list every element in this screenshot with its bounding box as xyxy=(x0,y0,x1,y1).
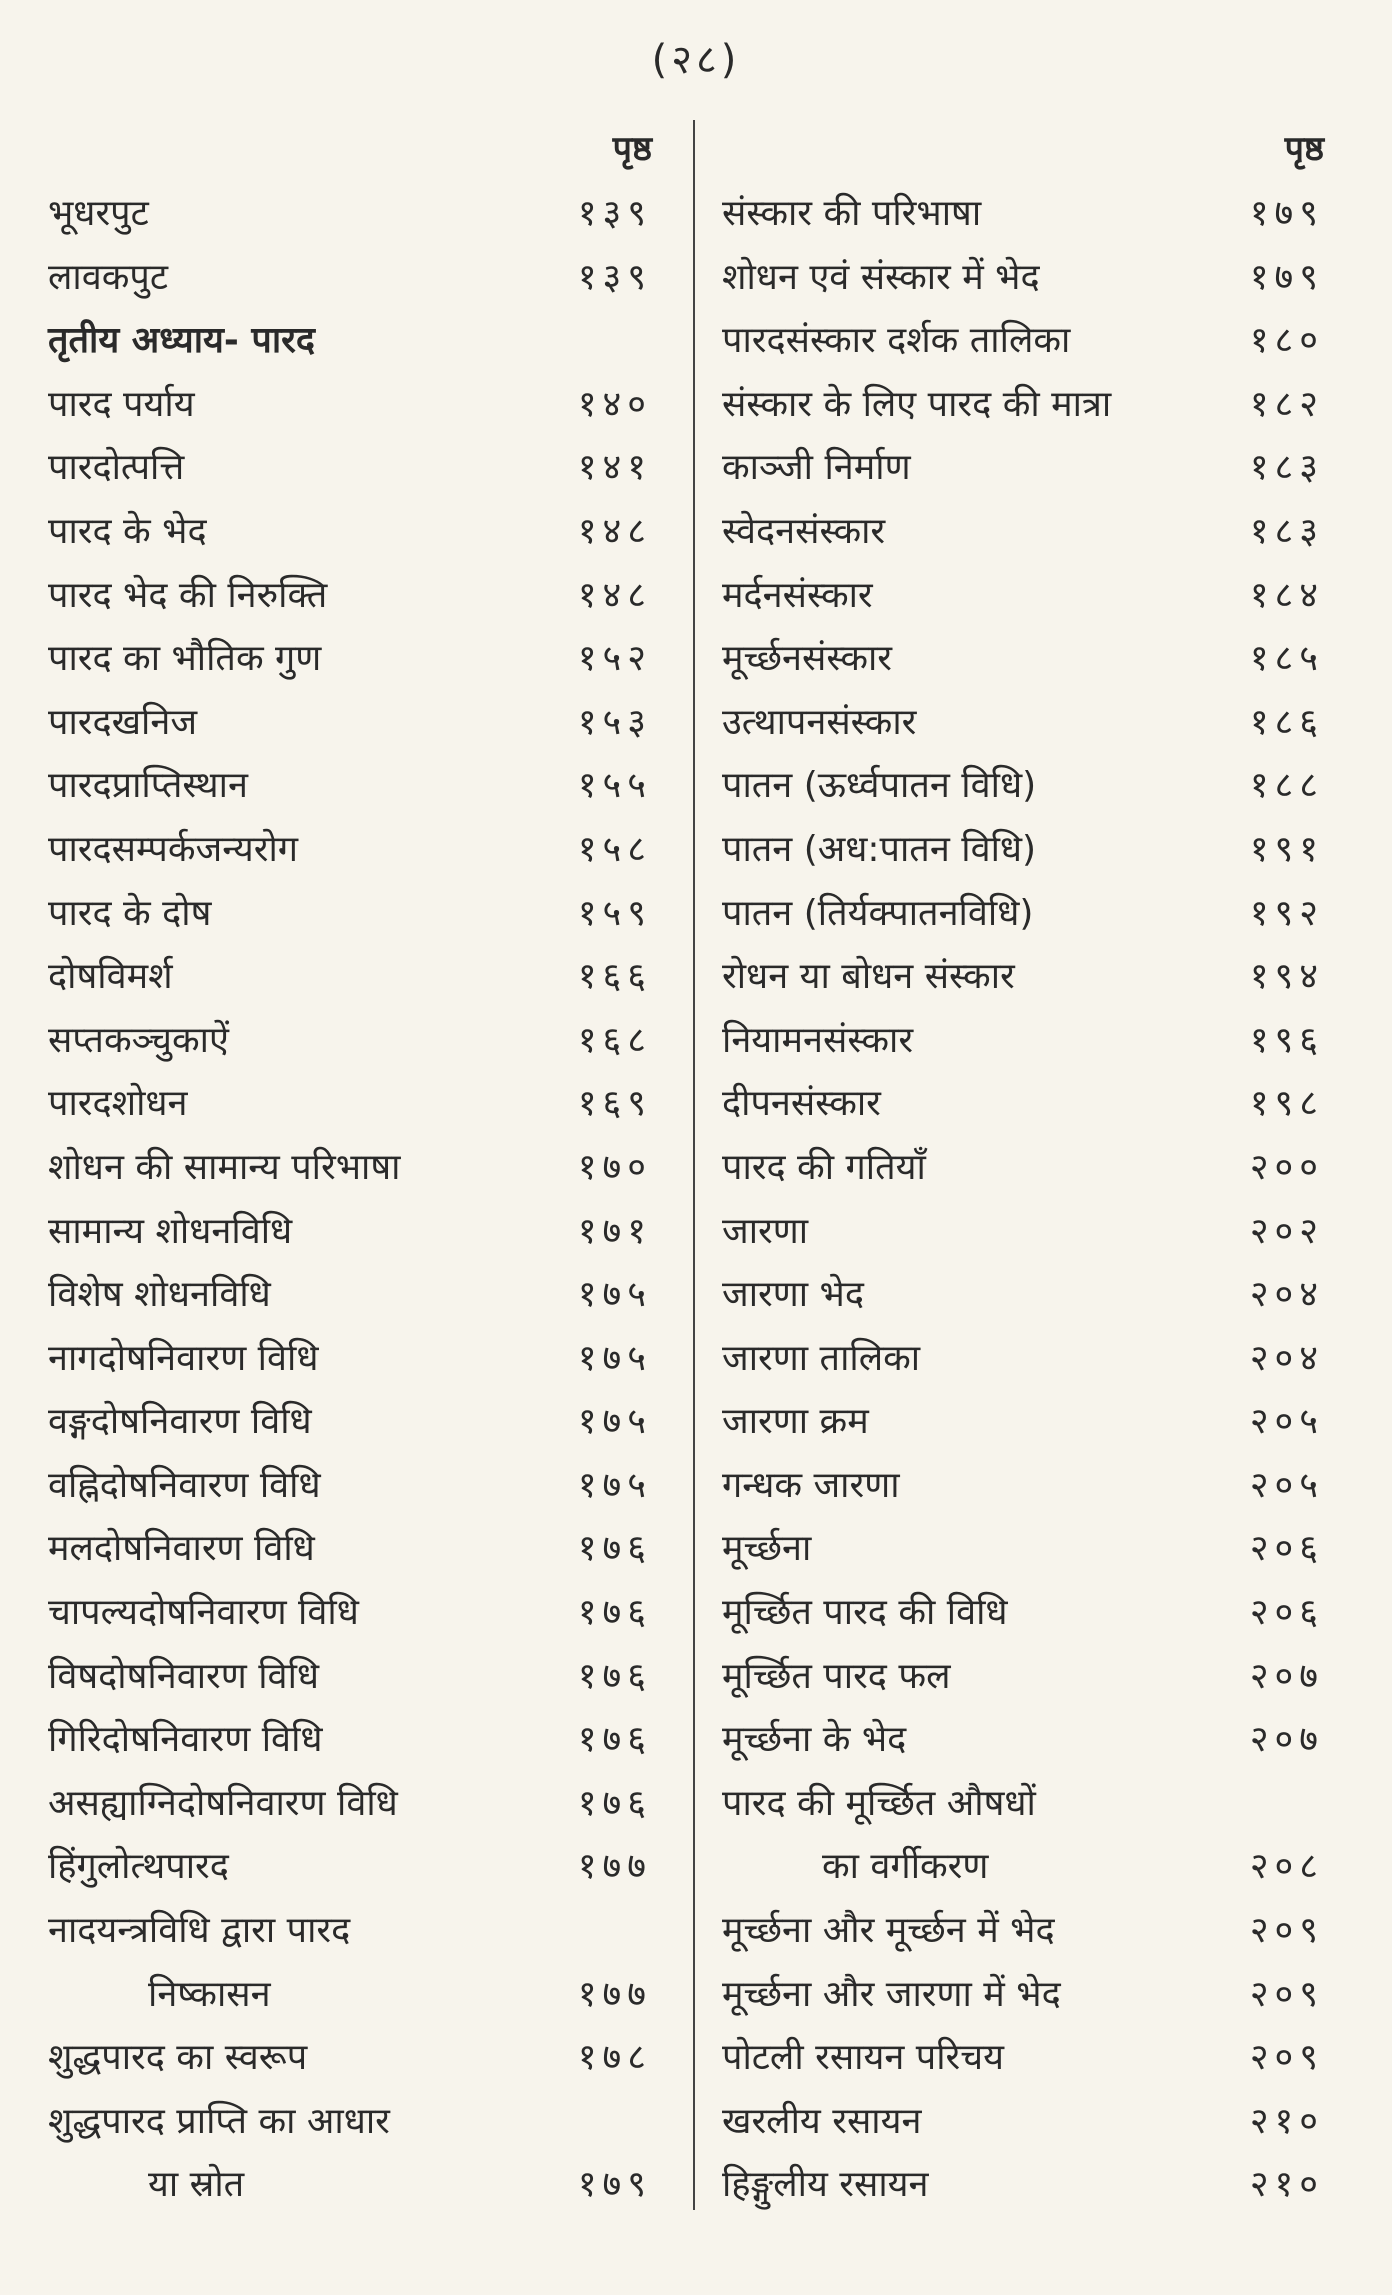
entry-page-number: १९८ xyxy=(1249,1083,1324,1125)
entry-page-number: १४१ xyxy=(577,447,652,489)
toc-entry xyxy=(48,1136,660,1200)
entry-title: पातन (अध:पातन विधि) xyxy=(722,828,1037,870)
entry-title: दोषविमर्श xyxy=(48,956,173,998)
entry-title: चापल्यदोषनिवारण विधि xyxy=(48,1592,359,1634)
entry-page-number: १८५ xyxy=(1249,638,1324,680)
toc-entry xyxy=(722,564,1332,628)
entry-title: जारणा भेद xyxy=(722,1274,864,1316)
entry-title: सामान्य शोधनविधि xyxy=(48,1210,293,1252)
entry-page-number: १७५ xyxy=(577,1464,652,1506)
toc-entry xyxy=(48,2026,660,2090)
entry-page-number: १८२ xyxy=(1249,383,1324,425)
toc-entry xyxy=(48,1072,660,1136)
entry-page-number: २०८ xyxy=(1249,1846,1324,1888)
entry-title: पारद भेद की निरुक्ति xyxy=(48,574,328,616)
entry-page-number: २०२ xyxy=(1249,1210,1324,1252)
entry-page-number: १८४ xyxy=(1249,574,1324,616)
right-column-header xyxy=(722,120,1332,182)
toc-entry xyxy=(722,1136,1332,1200)
toc-entry xyxy=(722,1772,1332,1836)
toc-entry xyxy=(722,1072,1332,1136)
entry-title: पोटली रसायन परिचय xyxy=(722,2037,1005,2079)
entry-title: या स्रोत xyxy=(148,2164,245,2206)
entry-page-number: २०६ xyxy=(1249,1528,1324,1570)
entry-title: मर्दनसंस्कार xyxy=(722,574,873,616)
entry-page-number: १७६ xyxy=(577,1528,652,1570)
toc-entry xyxy=(48,436,660,500)
toc-entry xyxy=(722,1263,1332,1327)
entry-page-number: १७५ xyxy=(577,1337,652,1379)
toc-entry xyxy=(722,2026,1332,2090)
entry-title: शोधन की सामान्य परिभाषा xyxy=(48,1146,401,1188)
entry-page-number: १५८ xyxy=(577,828,652,870)
toc-entry xyxy=(48,564,660,628)
entry-page-number: २०७ xyxy=(1249,1655,1324,1697)
entry-page-number: १७७ xyxy=(577,1846,652,1888)
entry-page-number: १५३ xyxy=(577,701,652,743)
entry-title: पातन (ऊर्ध्वपातन विधि) xyxy=(722,765,1037,807)
entry-title: शुद्धपारद प्राप्ति का आधार xyxy=(48,2100,390,2142)
entry-title: मूर्च्छित पारद की विधि xyxy=(722,1592,1008,1634)
entry-page-number: २०९ xyxy=(1249,1910,1324,1952)
entry-title: लावकपुट xyxy=(48,256,168,298)
toc-entry xyxy=(722,691,1332,755)
toc-entry xyxy=(48,246,660,310)
entry-page-number: १७७ xyxy=(577,1973,652,2015)
toc-entry xyxy=(722,945,1332,1009)
entry-title: पातन (तिर्यक्पातनविधि) xyxy=(722,892,1034,934)
toc-entry xyxy=(48,500,660,564)
entry-title: पारद पर्याय xyxy=(48,383,195,425)
right-column xyxy=(722,120,1332,2217)
entry-page-number: १८० xyxy=(1249,320,1324,362)
entry-title: नियामनसंस्कार xyxy=(722,1019,914,1061)
toc-entry xyxy=(722,182,1332,246)
entry-page-number: १७६ xyxy=(577,1592,652,1634)
toc-entry xyxy=(48,1263,660,1327)
toc-entry xyxy=(48,2090,660,2154)
page-header-label: पृष्ठ xyxy=(1284,129,1324,169)
entry-page-number: २०७ xyxy=(1249,1719,1324,1761)
entry-page-number: २०६ xyxy=(1249,1592,1324,1634)
left-column xyxy=(48,120,660,2217)
entry-page-number: १६६ xyxy=(577,956,652,998)
entry-page-number: १८३ xyxy=(1249,510,1324,552)
entry-title: जारणा xyxy=(722,1210,809,1252)
page-number: (२८) xyxy=(651,37,741,83)
entry-page-number: १७८ xyxy=(577,2037,652,2079)
entry-page-number: २०९ xyxy=(1249,2037,1324,2079)
entry-page-number: १६८ xyxy=(577,1019,652,1061)
entry-page-number: १८३ xyxy=(1249,447,1324,489)
entry-page-number: २१० xyxy=(1249,2164,1324,2206)
toc-entry xyxy=(48,1454,660,1518)
entry-page-number: १५५ xyxy=(577,765,652,807)
toc-entry xyxy=(722,1517,1332,1581)
toc-entry xyxy=(48,1200,660,1264)
toc-entry xyxy=(48,1009,660,1073)
page-header-label: पृष्ठ xyxy=(612,129,652,169)
toc-entry xyxy=(722,1963,1332,2027)
entry-title: संस्कार की परिभाषा xyxy=(722,193,982,234)
entry-page-number: १४० xyxy=(577,383,652,425)
entry-page-number: १७९ xyxy=(1249,193,1324,234)
toc-entry xyxy=(48,182,660,246)
toc-entry xyxy=(722,1899,1332,1963)
entry-title: मूर्च्छित पारद फल xyxy=(722,1655,951,1697)
entry-title: पारदसंस्कार दर्शक तालिका xyxy=(722,320,1071,362)
entry-title: मूर्च्छनसंस्कार xyxy=(722,638,893,680)
entry-page-number: १५९ xyxy=(577,892,652,934)
entry-page-number: २०४ xyxy=(1249,1337,1324,1379)
toc-entry xyxy=(722,1200,1332,1264)
entry-title: मूर्च्छना के भेद xyxy=(722,1719,907,1761)
toc-entry xyxy=(722,754,1332,818)
entry-title: मलदोषनिवारण विधि xyxy=(48,1528,315,1570)
entry-page-number: १७६ xyxy=(577,1655,652,1697)
entry-title: भूधरपुट xyxy=(48,193,149,234)
toc-entry xyxy=(722,1454,1332,1518)
toc-entry xyxy=(722,2153,1332,2217)
entry-title: नादयन्त्रविधि द्वारा पारद xyxy=(48,1910,351,1952)
toc-entry xyxy=(722,818,1332,882)
entry-page-number: १७५ xyxy=(577,1401,652,1443)
toc-entry xyxy=(722,627,1332,691)
toc-entry xyxy=(48,818,660,882)
entry-page-number: १९१ xyxy=(1249,828,1324,870)
entry-page-number: १९६ xyxy=(1249,1019,1324,1061)
entry-title: हिङ्गुलीय रसायन xyxy=(722,2164,929,2206)
toc-entry xyxy=(48,2153,660,2217)
toc-entry xyxy=(722,1708,1332,1772)
toc-entry xyxy=(48,1963,660,2027)
entry-page-number: १३९ xyxy=(577,193,652,234)
entry-title: पारदखनिज xyxy=(48,701,198,743)
toc-entry xyxy=(48,945,660,1009)
entry-title: गन्धक जारणा xyxy=(722,1464,900,1506)
toc-entry xyxy=(48,309,660,373)
entry-title: का वर्गीकरण xyxy=(822,1846,989,1888)
entry-title: मूर्च्छना xyxy=(722,1528,812,1570)
toc-entry xyxy=(722,500,1332,564)
entry-title: मूर्च्छना और मूर्च्छन में भेद xyxy=(722,1910,1055,1952)
entry-page-number: २०० xyxy=(1249,1146,1324,1188)
toc-entry xyxy=(722,1009,1332,1073)
entry-title: पारद का भौतिक गुण xyxy=(48,638,322,680)
entry-page-number: २०५ xyxy=(1249,1401,1324,1443)
toc-entry xyxy=(48,1645,660,1709)
toc-entry xyxy=(48,1517,660,1581)
toc-entry xyxy=(722,436,1332,500)
entry-page-number: २०९ xyxy=(1249,1973,1324,2015)
column-divider xyxy=(693,120,695,2210)
entry-page-number: १४८ xyxy=(577,574,652,616)
entry-title: रोधन या बोधन संस्कार xyxy=(722,956,1015,998)
entry-title: पारद के भेद xyxy=(48,510,207,552)
entry-title: वङ्गदोषनिवारण विधि xyxy=(48,1401,312,1443)
entry-title: जारणा क्रम xyxy=(722,1401,869,1443)
toc-entry xyxy=(722,1327,1332,1391)
entry-title: वह्निदोषनिवारण विधि xyxy=(48,1464,321,1506)
entry-title: पारदसम्पर्कजन्यरोग xyxy=(48,828,299,870)
entry-page-number: २०४ xyxy=(1249,1274,1324,1316)
toc-entry xyxy=(48,373,660,437)
entry-title: पारदप्राप्तिस्थान xyxy=(48,765,248,807)
entry-page-number: १९२ xyxy=(1249,892,1324,934)
entry-title: पारद की गतियाँ xyxy=(722,1146,926,1188)
entry-title: दीपनसंस्कार xyxy=(722,1083,881,1125)
right-entries xyxy=(722,182,1332,2217)
toc-entry xyxy=(48,1581,660,1645)
toc-entry xyxy=(722,882,1332,946)
entry-page-number: १३९ xyxy=(577,256,652,298)
chapter-heading: तृतीय अध्याय- पारद xyxy=(48,320,315,362)
entry-page-number: २१० xyxy=(1249,2100,1324,2142)
entry-title: पारद के दोष xyxy=(48,892,212,934)
toc-entry xyxy=(722,1645,1332,1709)
entry-title: पारदोत्पत्ति xyxy=(48,447,185,489)
entry-title: स्वेदनसंस्कार xyxy=(722,510,886,552)
entry-page-number: १४८ xyxy=(577,510,652,552)
entry-page-number: १५२ xyxy=(577,638,652,680)
entry-title: सप्तकञ्चुकाऐं xyxy=(48,1019,229,1061)
toc-entry xyxy=(722,2090,1332,2154)
entry-title: गिरिदोषनिवारण विधि xyxy=(48,1719,323,1761)
left-column-header xyxy=(48,120,660,182)
left-entries xyxy=(48,182,660,2217)
entry-title: शोधन एवं संस्कार में भेद xyxy=(722,256,1040,298)
entry-page-number: १६९ xyxy=(577,1083,652,1125)
entry-title: जारणा तालिका xyxy=(722,1337,921,1379)
entry-title: पारदशोधन xyxy=(48,1083,188,1125)
entry-title: विषदोषनिवारण विधि xyxy=(48,1655,320,1697)
entry-title: असह्याग्निदोषनिवारण विधि xyxy=(48,1782,398,1824)
entry-page-number: १७९ xyxy=(577,2164,652,2206)
entry-page-number: १७५ xyxy=(577,1274,652,1316)
toc-entry xyxy=(722,309,1332,373)
toc-entry xyxy=(722,1390,1332,1454)
entry-title: उत्थापनसंस्कार xyxy=(722,701,917,743)
toc-entry xyxy=(48,627,660,691)
entry-page-number: १७६ xyxy=(577,1782,652,1824)
entry-title: मूर्च्छना और जारणा में भेद xyxy=(722,1973,1061,2015)
entry-title: पारद की मूर्च्छित औषधों xyxy=(722,1782,1036,1824)
toc-entry xyxy=(722,1835,1332,1899)
entry-page-number: १९४ xyxy=(1249,956,1324,998)
entry-title: नागदोषनिवारण विधि xyxy=(48,1337,319,1379)
entry-title: खरलीय रसायन xyxy=(722,2100,922,2142)
entry-title: निष्कासन xyxy=(148,1973,271,2015)
toc-entry xyxy=(48,1772,660,1836)
entry-page-number: २०५ xyxy=(1249,1464,1324,1506)
toc-entry xyxy=(722,246,1332,310)
entry-title: संस्कार के लिए पारद की मात्रा xyxy=(722,383,1112,425)
entry-page-number: १७१ xyxy=(577,1210,652,1252)
toc-entry xyxy=(48,1708,660,1772)
toc-entry xyxy=(722,373,1332,437)
entry-page-number: १७० xyxy=(577,1146,652,1188)
entry-page-number: १८६ xyxy=(1249,701,1324,743)
entry-page-number: १८८ xyxy=(1249,765,1324,807)
toc-entry xyxy=(48,1327,660,1391)
toc-entry xyxy=(48,1899,660,1963)
entry-title: विशेष शोधनविधि xyxy=(48,1274,271,1316)
toc-entry xyxy=(48,1835,660,1899)
toc-entry xyxy=(722,1581,1332,1645)
entry-title: काञ्जी निर्माण xyxy=(722,447,911,489)
toc-entry xyxy=(48,1390,660,1454)
entry-page-number: १७६ xyxy=(577,1719,652,1761)
toc-entry xyxy=(48,754,660,818)
entry-page-number: १७९ xyxy=(1249,256,1324,298)
toc-entry xyxy=(48,691,660,755)
entry-title: हिंगुलोत्थपारद xyxy=(48,1846,229,1888)
toc-entry xyxy=(48,882,660,946)
entry-title: शुद्धपारद का स्वरूप xyxy=(48,2037,308,2079)
